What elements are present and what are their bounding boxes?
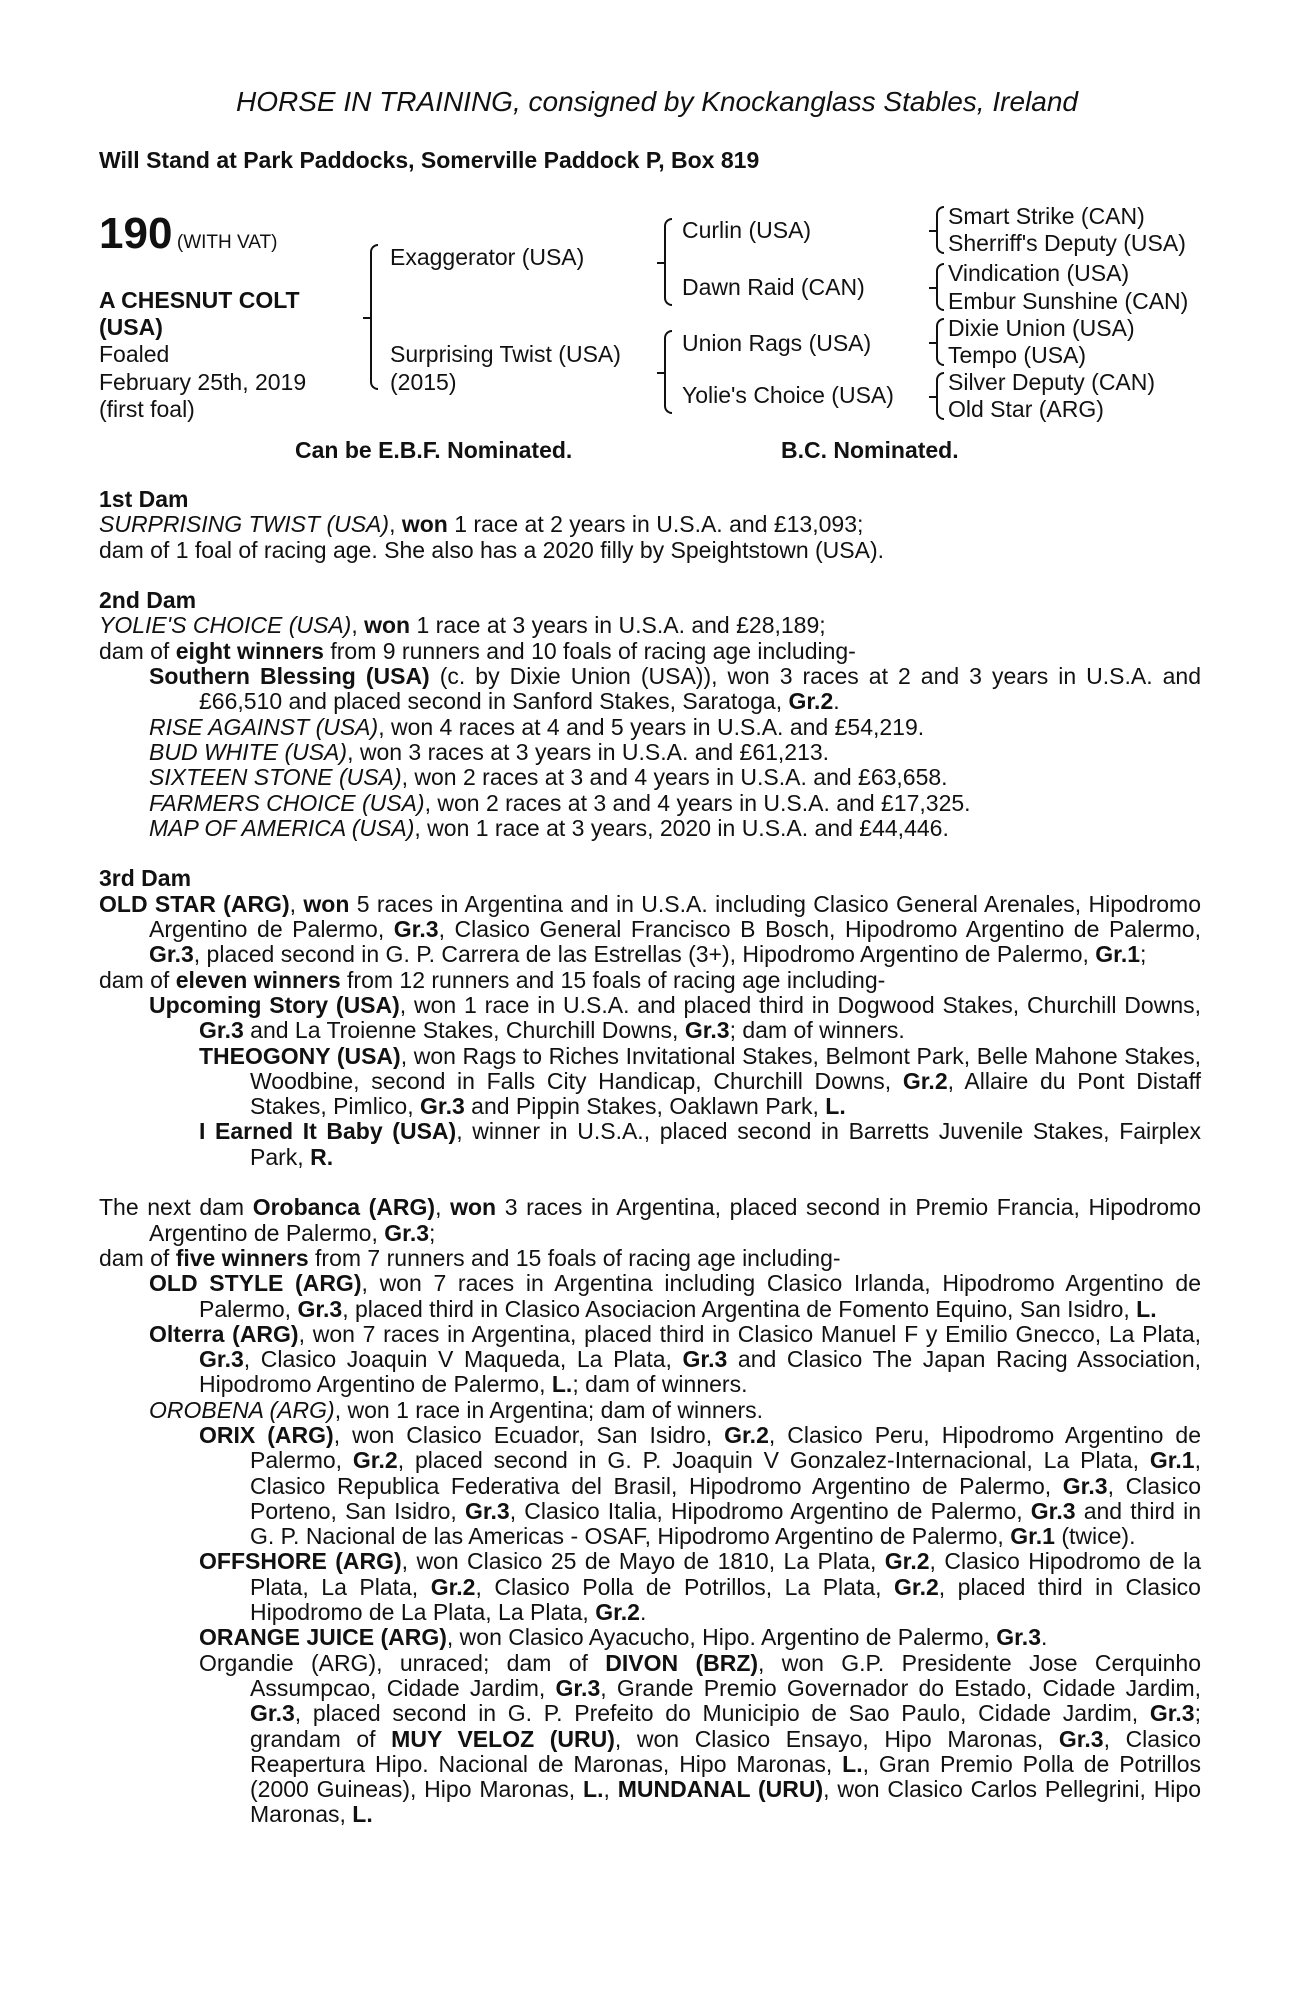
record-text: , Grande Premio Governador do Estado, Cidade Jardim, xyxy=(600,1674,1202,1701)
record-text: , won Clasico 25 de Mayo de 1810, La Plata, xyxy=(401,1548,885,1575)
record-emphasis: Gr.3 xyxy=(199,1346,244,1373)
record-text: and Clasico The Japan Racing Association, Hipodromo Argentino de Palermo, xyxy=(199,1346,1202,1398)
record-text: , won 1 race at 3 years, 2020 in U.S.A. and £44,446. xyxy=(414,814,949,841)
record-paragraph xyxy=(99,968,1201,993)
record-emphasis: eight winners xyxy=(175,637,324,664)
record-text: 1 race at 2 years in U.S.A. and £13,093; xyxy=(447,511,864,538)
record-text: ; xyxy=(1140,941,1147,968)
record-emphasis: Southern Blessing (USA) xyxy=(149,663,430,690)
record-text: , won Clasico Ensayo, Hipo Maronas, xyxy=(614,1725,1059,1752)
ebf-nomination: Can be E.B.F. Nominated. xyxy=(295,437,573,463)
record-text: ; grandam of xyxy=(250,1700,1201,1752)
record-paragraph xyxy=(99,1119,1201,1170)
section-heading: 2nd Dam xyxy=(99,587,197,614)
record-paragraph xyxy=(99,538,1201,563)
record-emphasis: Gr.3 xyxy=(199,1017,244,1044)
record-emphasis: I Earned It Baby (USA) xyxy=(199,1118,457,1145)
foal-note: (first foal) xyxy=(99,396,195,422)
record-text: , won 7 races in Argentina, placed third in Clasico Manuel F y Emilio Gnecco, La Plata, xyxy=(298,1320,1201,1347)
record-paragraph xyxy=(99,993,1201,1044)
record-text: dam of xyxy=(99,637,176,664)
record-emphasis: Gr.1 xyxy=(1010,1523,1055,1550)
ancestor: Old Star (ARG) xyxy=(948,396,1104,422)
record-text: , won 7 races in Argentina including Clasico Irlanda, Hipodromo Argentino de Palermo, xyxy=(199,1270,1201,1322)
lot-number: 190 xyxy=(99,209,173,258)
record-paragraph xyxy=(99,740,1201,765)
record-text: dam of xyxy=(99,1244,176,1271)
record-text: and Pippin Stakes, Oaklawn Park, xyxy=(464,1093,826,1120)
record-emphasis: Orobanca (ARG) xyxy=(252,1194,436,1221)
record-text: ; dam of winners. xyxy=(729,1017,905,1044)
record-paragraph xyxy=(99,892,1201,968)
record-paragraph xyxy=(99,1195,1201,1246)
lot-description: A CHESNUT COLT xyxy=(99,287,300,313)
record-paragraph xyxy=(99,1271,1201,1322)
record-emphasis: Upcoming Story (USA) xyxy=(149,991,400,1018)
record-text: from 9 runners and 10 foals of racing age including- xyxy=(323,637,856,664)
record-emphasis: Gr.3 xyxy=(464,1497,510,1524)
record-emphasis: SURPRISING TWIST (USA) xyxy=(99,511,390,538)
record-paragraph xyxy=(99,664,1201,715)
record-paragraph xyxy=(99,715,1201,740)
record-emphasis: ORIX (ARG) xyxy=(199,1421,334,1448)
record-text: , won 1 race in U.S.A. and placed third in Dogwood Stakes, Churchill Downs, xyxy=(399,991,1201,1018)
section-heading: 1st Dam xyxy=(99,486,189,512)
record-emphasis: Gr.3 xyxy=(420,1093,465,1120)
record-text: 3 races in Argentina, placed second in Premio Francia, Hipodromo Argentino de Palermo, xyxy=(149,1194,1201,1246)
record-emphasis: Gr.3 xyxy=(1062,1472,1108,1499)
ancestor: Dixie Union (USA) xyxy=(948,315,1135,341)
record-text: . xyxy=(639,1599,647,1626)
record-emphasis: Gr.2 xyxy=(884,1548,930,1575)
pedigree-brace xyxy=(936,318,944,366)
ancestor: Sherriff's Deputy (USA) xyxy=(948,230,1186,256)
record-text: ; xyxy=(429,1219,436,1246)
record-text: 5 races in Argentina and in U.S.A. including Clasico General Arenales, Hipodromo Argentino de Palermo, xyxy=(149,890,1201,943)
record-emphasis: Gr.3 xyxy=(682,1346,728,1373)
dam-year: (2015) xyxy=(390,369,457,395)
record-emphasis: L. xyxy=(1136,1295,1157,1322)
record-emphasis: Gr.3 xyxy=(250,1700,295,1727)
record-text: 1 race at 3 years in U.S.A. and £28,189; xyxy=(410,612,826,639)
record-text: , won Clasico Ecuador, San Isidro, xyxy=(333,1421,725,1448)
record-emphasis: Olterra (ARG) xyxy=(149,1320,299,1347)
sire-sire: Curlin (USA) xyxy=(682,217,812,243)
section-heading: 3rd Dam xyxy=(99,865,192,892)
record-paragraph xyxy=(99,1398,1201,1423)
record-text: , winner in U.S.A., placed second in Barretts Juvenile Stakes, Fairplex Park, xyxy=(250,1118,1201,1170)
record-emphasis: OROBENA (ARG) xyxy=(149,1396,335,1423)
ancestor: Tempo (USA) xyxy=(948,342,1087,368)
record-text: and third in G. P. Nacional de las Americas - OSAF, Hipodromo Argentino de Palermo, xyxy=(250,1497,1201,1550)
dam-section xyxy=(99,487,1201,563)
record-emphasis: L. xyxy=(352,1801,373,1828)
record-text: , Clasico Porteno, San Isidro, xyxy=(250,1472,1201,1524)
record-paragraph xyxy=(99,613,1201,638)
record-text: , won 3 races at 3 years in U.S.A. and £61,213. xyxy=(347,738,830,765)
record-emphasis: Gr.2 xyxy=(902,1067,948,1094)
record-text: , xyxy=(289,890,304,917)
dam-section xyxy=(99,1195,1201,1827)
record-emphasis: YOLIE'S CHOICE (USA) xyxy=(99,612,352,639)
record-paragraph xyxy=(99,765,1201,790)
record-emphasis: Gr.2 xyxy=(894,1573,939,1600)
record-text: , Clasico Reapertura Hipo. Nacional de Maronas, Hipo Maronas, xyxy=(250,1725,1201,1777)
record-emphasis: R. xyxy=(310,1143,334,1170)
record-emphasis: won xyxy=(364,612,411,639)
produce-record xyxy=(99,487,1201,1828)
record-emphasis: Gr.3 xyxy=(684,1017,730,1044)
record-emphasis: RISE AGAINST (USA) xyxy=(149,713,379,740)
dam-section xyxy=(99,588,1201,841)
record-emphasis: L. xyxy=(825,1093,846,1120)
record-text: . xyxy=(1041,1624,1048,1651)
record-emphasis: OLD STYLE (ARG) xyxy=(149,1270,362,1297)
record-text: and La Troienne Stakes, Churchill Downs, xyxy=(243,1017,685,1044)
record-emphasis: OFFSHORE (ARG) xyxy=(199,1548,402,1575)
record-emphasis: L. xyxy=(842,1750,863,1777)
record-emphasis: five winners xyxy=(175,1244,309,1271)
record-text: , Clasico General Francisco B Bosch, Hipodromo Argentino de Palermo, xyxy=(438,916,1201,943)
record-text: , won Clasico Carlos Pellegrini, Hipo Maronas, xyxy=(250,1776,1201,1828)
record-paragraph xyxy=(99,639,1201,664)
record-emphasis: eleven winners xyxy=(175,966,341,993)
record-text: , won 1 race in Argentina; dam of winners. xyxy=(334,1396,764,1423)
record-text: from 12 runners and 15 foals of racing age including- xyxy=(340,966,886,993)
foaled-label: Foaled xyxy=(99,341,170,367)
record-text: (twice). xyxy=(1054,1523,1136,1550)
record-text: , placed second in G. P. Carrera de las Estrellas (3+), Hipodromo Argentino de Palermo, xyxy=(193,941,1096,968)
record-text: , won 2 races at 3 and 4 years in U.S.A. and £63,658. xyxy=(401,764,948,791)
record-text: dam of xyxy=(99,966,176,993)
pedigree-brace xyxy=(370,244,378,390)
sire-dam: Dawn Raid (CAN) xyxy=(682,274,865,300)
record-emphasis: ORANGE JUICE (ARG) xyxy=(199,1624,447,1651)
record-text: , won G.P. Presidente Jose Cerquinho Assumpcao, Cidade Jardim, xyxy=(250,1649,1201,1701)
record-emphasis: THEOGONY (USA) xyxy=(199,1042,401,1069)
record-text: , Clasico Republica Federativa del Brasil, Hipodromo Argentino de Palermo, xyxy=(250,1447,1201,1499)
pedigree-brace xyxy=(936,263,944,311)
record-text: (c. by Dixie Union (USA)), won 3 races at 2 and 3 years in U.S.A. and £66,510 and placed second in Sanford Stakes, Saratoga, xyxy=(199,663,1201,715)
record-text: , xyxy=(351,612,365,639)
record-emphasis: FARMERS CHOICE (USA) xyxy=(149,789,425,816)
record-emphasis: BUD WHITE (USA) xyxy=(149,738,348,765)
record-paragraph xyxy=(99,1246,1201,1271)
record-emphasis: MUNDANAL (URU) xyxy=(617,1776,824,1803)
lot-number-row xyxy=(99,209,278,258)
record-paragraph xyxy=(99,1423,1201,1549)
record-text: , placed third in Clasico Hipodromo de La Plata, La Plata, xyxy=(250,1573,1201,1626)
stand-location: Will Stand at Park Paddocks, Somerville Paddock P, Box 819 xyxy=(99,147,760,173)
record-paragraph xyxy=(99,1549,1201,1625)
record-text: from 7 runners and 15 foals of racing age including- xyxy=(308,1244,841,1271)
lot-origin: (USA) xyxy=(99,314,163,340)
record-paragraph xyxy=(99,1044,1201,1120)
record-text: , placed second in G. P. Joaquin V Gonzalez-Internacional, La Plata, xyxy=(397,1447,1150,1474)
record-emphasis: Gr.3 xyxy=(149,941,194,968)
record-emphasis: Gr.3 xyxy=(393,916,439,943)
record-text: , xyxy=(435,1194,451,1221)
record-emphasis: won xyxy=(401,511,448,538)
record-emphasis: Gr.2 xyxy=(352,1447,398,1474)
ancestor: Smart Strike (CAN) xyxy=(948,203,1145,229)
foaled-date: February 25th, 2019 xyxy=(99,369,307,395)
record-text: , Clasico Italia, Hipodromo Argentino de Palermo, xyxy=(509,1497,1031,1524)
record-emphasis: DIVON (BRZ) xyxy=(605,1649,759,1676)
record-emphasis: Gr.3 xyxy=(1058,1725,1104,1752)
record-emphasis: Gr.2 xyxy=(788,688,834,715)
record-emphasis: won xyxy=(450,1194,497,1221)
dam: Surprising Twist (USA) xyxy=(390,341,621,367)
record-text: ; dam of winners. xyxy=(572,1371,748,1398)
dam-dam: Yolie's Choice (USA) xyxy=(682,382,894,408)
vat-note: (WITH VAT) xyxy=(176,232,278,253)
pedigree-brace xyxy=(936,206,944,254)
ancestor: Embur Sunshine (CAN) xyxy=(948,288,1189,314)
record-emphasis: Gr.1 xyxy=(1095,941,1141,968)
record-emphasis: Gr.3 xyxy=(555,1674,601,1701)
record-emphasis: SIXTEEN STONE (USA) xyxy=(149,764,402,791)
dam-section xyxy=(99,866,1201,1170)
ancestor: Vindication (USA) xyxy=(948,260,1130,286)
record-text: , won 4 races at 4 and 5 years in U.S.A. and £54,219. xyxy=(378,713,925,740)
record-emphasis: MAP OF AMERICA (USA) xyxy=(149,814,415,841)
record-emphasis: Gr.3 xyxy=(1149,1700,1195,1727)
record-emphasis: Gr.3 xyxy=(996,1624,1041,1651)
record-emphasis: won xyxy=(303,890,350,917)
record-emphasis: Gr.3 xyxy=(1030,1497,1076,1524)
record-text: , Clasico Polla de Potrillos, La Plata, xyxy=(475,1573,895,1600)
record-text: The next dam xyxy=(99,1194,253,1221)
record-emphasis: Gr.3 xyxy=(384,1219,430,1246)
sire: Exaggerator (USA) xyxy=(390,244,585,270)
dam-sire: Union Rags (USA) xyxy=(682,330,872,356)
record-paragraph xyxy=(99,1625,1201,1650)
record-paragraph xyxy=(99,512,1201,537)
record-text: , placed third in Clasico Asociacion Argentina de Fomento Equino, San Isidro, xyxy=(342,1295,1137,1322)
record-emphasis: L. xyxy=(583,1776,604,1803)
record-emphasis: Gr.3 xyxy=(297,1295,343,1322)
record-emphasis: Gr.2 xyxy=(724,1421,769,1448)
record-text: . xyxy=(833,688,840,715)
record-text: , Clasico Hipodromo de la Plata, La Plata, xyxy=(250,1548,1202,1600)
record-text: , xyxy=(389,511,402,538)
record-text: Organdie (ARG), unraced; dam of xyxy=(199,1649,606,1676)
record-text: , Clasico Joaquin V Maqueda, La Plata, xyxy=(243,1346,683,1373)
record-emphasis: Gr.2 xyxy=(430,1573,476,1600)
pedigree-brace xyxy=(664,218,672,306)
record-paragraph xyxy=(99,1651,1201,1828)
record-paragraph xyxy=(99,791,1201,816)
record-emphasis: OLD STAR (ARG) xyxy=(99,890,290,917)
record-text: , placed second in G. P. Prefeito do Municipio de Sao Paulo, Cidade Jardim, xyxy=(294,1700,1150,1727)
record-text: , Gran Premio Polla de Potrillos (2000 Guineas), Hipo Maronas, xyxy=(250,1750,1202,1803)
record-emphasis: Gr.1 xyxy=(1149,1447,1195,1474)
record-emphasis: MUY VELOZ (URU) xyxy=(391,1725,615,1752)
page-title: HORSE IN TRAINING, consigned by Knockanglass Stables, Ireland xyxy=(236,86,1078,117)
pedigree-brace xyxy=(936,372,944,420)
record-text: dam of 1 foal of racing age. She also has a 2020 filly by Speightstown (USA). xyxy=(99,536,884,563)
bc-nomination: B.C. Nominated. xyxy=(781,437,959,463)
record-emphasis: Gr.2 xyxy=(595,1599,640,1626)
record-paragraph xyxy=(99,1322,1201,1398)
record-text: , won Rags to Riches Invitational Stakes, Belmont Park, Belle Mahone Stakes, Woodbine, second in Falls City Handicap, Churchill Downs, xyxy=(250,1042,1202,1094)
record-text: , won Clasico Ayacucho, Hipo. Argentino de Palermo, xyxy=(446,1624,997,1651)
record-emphasis: L. xyxy=(551,1371,573,1398)
record-text: , Clasico Peru, Hipodromo Argentino de Palermo, xyxy=(250,1421,1201,1474)
pedigree-brace xyxy=(664,330,672,414)
record-text: , Allaire du Pont Distaff Stakes, Pimlico, xyxy=(250,1067,1201,1120)
ancestor: Silver Deputy (CAN) xyxy=(948,369,1156,395)
record-paragraph xyxy=(99,816,1201,841)
record-text: , xyxy=(603,1776,618,1803)
record-text: , won 2 races at 3 and 4 years in U.S.A. and £17,325. xyxy=(424,789,971,816)
